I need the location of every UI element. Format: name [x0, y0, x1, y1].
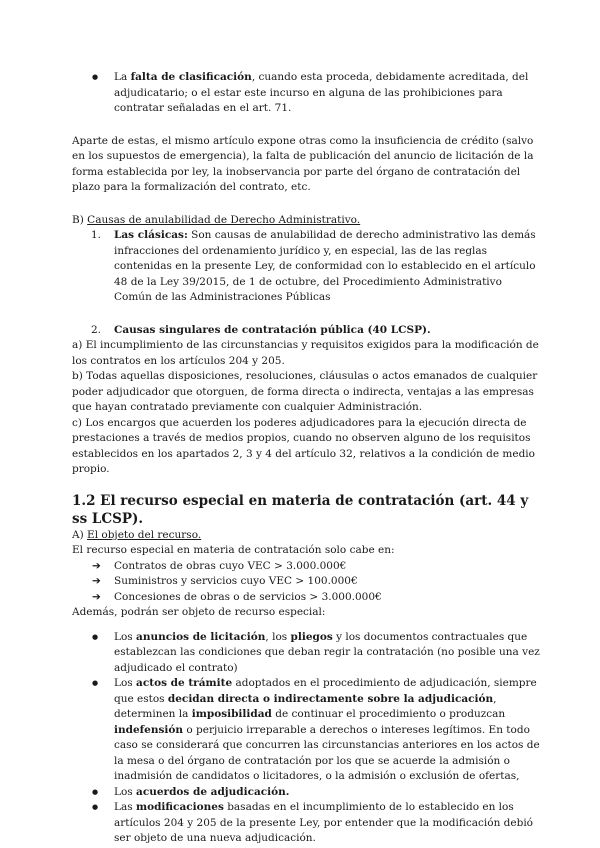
text: , cuando esta proceda, debidamente acreditada, del adjudicatario; o el estar este incurso en alguna de las prohibiciones para contratar señaladas en el art. 71.	[114, 71, 529, 114]
text: Son causas de anulabilidad de derecho administrativo las demás infracciones del ordenamiento jurídico y, en especial, las de las reglas contenidas en la presente Ley, de conformidad con lo establecido en el artículo 48 de la Ley 39/2015, de 1 de octubre, del Procedimiento Administrativo Común de las Administraciones Públicas	[114, 229, 536, 303]
recurso-intro: El recurso especial en materia de contratación solo cabe en:	[72, 544, 395, 556]
text: Concesiones de obras o de servicios > 3.000.000€	[114, 590, 382, 603]
text: Suministros y servicios cuyo VEC > 100.000€	[114, 575, 358, 587]
bold-text: modificaciones	[135, 801, 224, 813]
section-prefix: B)	[72, 213, 88, 226]
bold-text: decidan directa o indirectamente sobre la adjudicación	[167, 692, 494, 705]
item2-para-a: a) El incumplimiento de las circunstancias y requisitos exigidos para la modificación de los contratos en los artículos 204 y 205.	[72, 339, 539, 367]
text: Las	[114, 801, 136, 813]
text: Contratos de obras cuyo VEC > 3.000.000€	[114, 559, 347, 572]
list-item	[72, 70, 540, 117]
list-item	[72, 785, 540, 801]
arrow-right-icon: ➔	[92, 575, 101, 587]
text: Los	[114, 630, 137, 643]
list-item	[72, 800, 540, 847]
intro-bullet-list	[72, 70, 540, 117]
text: de continuar el procedimiento o produzcan	[271, 708, 506, 720]
bold-text: indefensión	[114, 723, 184, 736]
text: basadas en el incumplimiento de lo establecido en los artículos 204 y 205 de la presente Ley, por entender que la modificación debió ser objeto de una nueva adjudicación.	[114, 801, 534, 844]
text: adoptados en el procedimiento de adjudicación, siempre que estos	[114, 677, 537, 705]
bold-text: anuncios de licitación	[136, 630, 266, 643]
bold-text: imposibilidad	[191, 708, 272, 720]
item-number: 1.	[91, 229, 102, 241]
text: , determinen la	[114, 692, 497, 720]
text: Los	[114, 677, 137, 689]
text: , los	[265, 630, 291, 643]
section-a-heading	[72, 528, 540, 544]
text: y los documentos contractuales que establezcan las condiciones que deban regir la contratación (no posible una vez adjudicado el contrato)	[114, 630, 540, 674]
item-number: 2.	[91, 323, 102, 336]
numbered-item-2	[72, 323, 540, 339]
section-b-heading	[72, 213, 540, 229]
arrow-list	[72, 559, 540, 606]
list-item	[72, 676, 540, 785]
text: o perjuicio irreparable a derechos o intereses legítimos. En todo caso se considerará que concurren las circunstancias anteriores en los actos de la mesa o del órgano de contratación por los que se acuerde la admisión o inadmisión de candidatos o licitadores, o la admisión o exclusión de ofertas,	[114, 723, 540, 782]
recurso-bullet-list	[72, 630, 540, 847]
numbered-item-1	[72, 228, 540, 306]
bold-text: actos de trámite	[136, 677, 233, 689]
bold-text: Causas singulares de contratación pública (40 LCSP).	[114, 323, 431, 336]
bold-text: pliegos	[290, 630, 333, 643]
paragraph-apart: Aparte de estas, el mismo artículo expone otras como la insuficiencia de crédito (salvo en los supuestos de emergencia), la falta de publicación del anuncio de licitación de la forma establecida por ley, la inobservancia por parte del órgano de contratación del plazo para la formalización del contrato, etc.	[72, 134, 534, 193]
text: La	[114, 71, 131, 83]
bold-text: falta de clasificación	[130, 71, 252, 83]
list-item	[72, 559, 540, 575]
section-title: El objeto del recurso.	[87, 528, 202, 541]
arrow-right-icon: ➔	[92, 590, 101, 603]
arrow-right-icon: ➔	[92, 559, 101, 572]
section-heading-1-2: 1.2 El recurso especial en materia de contratación (art. 44 y ss LCSP).	[72, 492, 529, 527]
ademas-paragraph: Además, podrán ser objeto de recurso especial:	[72, 606, 326, 618]
list-item	[72, 630, 540, 677]
section-prefix: A)	[72, 528, 88, 541]
text: Los	[114, 785, 137, 798]
section-title: Causas de anulabilidad de Derecho Administrativo.	[87, 213, 361, 226]
bold-text: acuerdos de adjudicación.	[136, 785, 290, 798]
list-item	[72, 590, 540, 606]
item2-para-c: c) Los encargos que acuerden los poderes adjudicadores para la ejecución directa de prestaciones a través de medios propios, cuando no observen alguno de los requisitos establecidos en los apartados 2, 3 y 4 del artículo 32, relativos a la condición de medio propio.	[72, 416, 535, 475]
bold-text: Las clásicas:	[114, 229, 188, 241]
item2-para-b: b) Todas aquellas disposiciones, resoluciones, cláusulas o actos emanados de cualquier poder adjudicador que otorguen, de forma directa o indirecta, ventajas a las empresas que hayan contratado previamente con cualquier Administración.	[72, 370, 538, 413]
list-item	[72, 574, 540, 590]
